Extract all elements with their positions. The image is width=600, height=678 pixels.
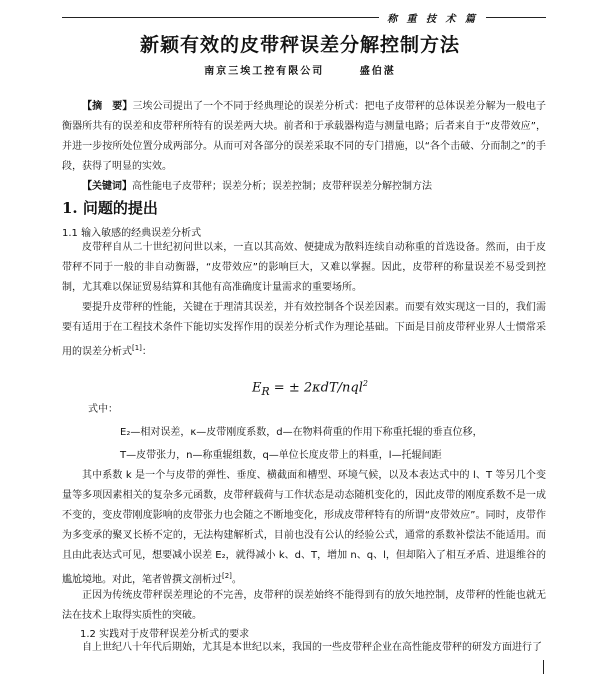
subsection-heading-2: 1.2 实践对于皮带秤误差分析式的要求: [80, 629, 250, 640]
paragraph-1: 皮带秤自从二十世纪初问世以来，一直以其高效、便捷成为散料连续自动称重的首选设备。然而，由于皮带秤不同于一般的非自动衡器，“皮带效应”的影响巨大，又难以掌握。因此，皮带秤的称量误差不易受到控制，尤其难以保证贸易结算和其他有高准确度计量需求的重要场所。: [62, 242, 546, 293]
paragraph-5: 自上世纪八十年代后期始，尤其是本世纪以来，我国的一些皮带秤企业在高性能皮带秤的研发方面进行了: [82, 642, 542, 653]
corner-mark: [543, 660, 544, 674]
paragraph-3-end: 。: [231, 574, 242, 586]
paragraph-4: 正因为传统皮带秤误差理论的不完善，皮带秤的误差始终不能得到有的放矢地控制，皮带秤的性能也就无法在技术上取得实质性的突破。: [62, 590, 546, 621]
abstract-text: 三埃公司提出了一个不同于经典理论的误差分析式：把电子皮带秤的总体误差分解为一般电子衡器所共有的误差和皮带秤所特有的误差两大块。前者和于承载器构造与测量电路；后者来自于“皮带效应”，并进一步按所处位置分成两部分。从而可对各部分的误差采取不同的专门措施，以“各个击破、分而制之”的手段，获得了明显的实效。: [62, 101, 547, 172]
citation-1: [1]: [132, 344, 142, 352]
formula-subscript: R: [261, 384, 270, 398]
paragraph-3-text: 其中系数 k 是一个与皮带的弹性、垂度、横截面和槽型、环境气候，以及本表达式中的 l、T 等另几个变量等多项因素相关的复杂多元函数，皮带秤载荷与工作状态是动态随机变化的，因此皮带的刚度系数不是一成不变的，变皮带刚度影响的皮带张力也会随之不断地变化，形成皮带秤特有的所谓“皮带效应”。同时，皮带作为多变承的聚叉长桥不定的，无法构建解析式，目前也没有公认的经验公式，通常的系数补偿法不能适用。而且由此表达式可见，想要减小误差 E₂，就得减小 k、d、T，增加 n、q、l，但却陷入了相互矛盾、进退维谷的尴尬境地。对此，笔者曾撰文剖析过: [62, 470, 546, 586]
keywords-text: 高性能电子皮带秤；误差分析；误差控制；皮带秤误差分解控制方法: [132, 181, 432, 192]
where-label: 式中：: [88, 404, 118, 415]
paper-title: 新颖有效的皮带秤误差分解控制方法: [139, 34, 460, 56]
author-line: [0, 62, 600, 77]
section-heading: 1. 问题的提出: [62, 199, 158, 217]
abstract: [62, 97, 546, 177]
subsection-heading-1: 1.1 输入敏感的经典误差分析式: [62, 228, 202, 239]
formula-exponent: 2: [362, 379, 368, 388]
paragraph-2-end: ：: [141, 346, 152, 358]
keywords-label: 【关键词】: [82, 181, 132, 192]
citation-2: [2]: [222, 572, 232, 580]
paragraph-2: [62, 298, 546, 362]
definition-line-2: T—皮带张力，n—称重辊组数，q—单位长度皮带上的料重，l—托辊间距: [120, 450, 442, 461]
running-header: [62, 10, 546, 24]
formula-symbol: E: [252, 380, 262, 396]
keywords: [62, 177, 546, 197]
author-name: 盛伯湛: [359, 66, 396, 77]
abstract-label: 【摘 要】: [82, 101, 133, 112]
error-formula: [0, 379, 600, 398]
affiliation: 南京三埃工控有限公司: [204, 66, 325, 77]
formula-expression: = ± 2κdT/nql: [269, 380, 363, 396]
paragraph-3: [62, 466, 546, 590]
definition-line-1: E₂—相对误差，κ—皮带刚度系数，d—在物料荷重的作用下称重托辊的垂直位移，: [120, 427, 483, 438]
journal-section: 称 重 技 术 篇: [379, 10, 486, 25]
paragraph-2-text: 要提升皮带秤的性能，关键在于理清其误差，并有效控制各个误差因素。而要有效实现这一目的，我们需要有适用于在工程技术条件下能切实发挥作用的误差分析式作为理论基础。下面是目前皮带秤业界人士惯常采用的误差分析式: [62, 302, 546, 358]
